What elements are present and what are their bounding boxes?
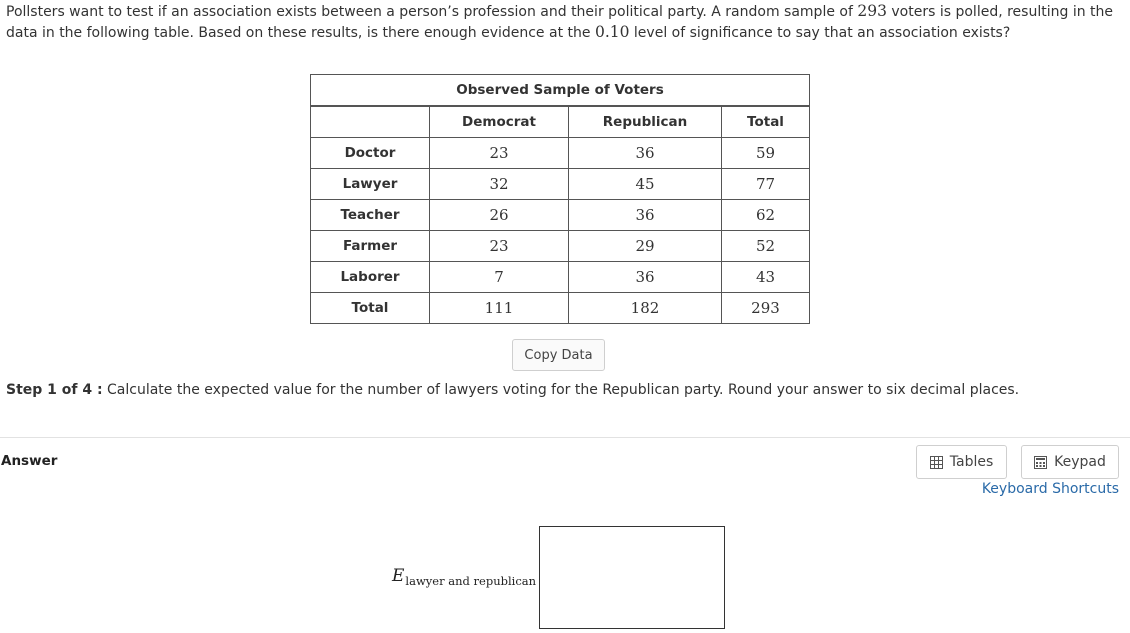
table-row: [311, 262, 810, 293]
table-row: [311, 169, 810, 200]
row-header: Teacher: [311, 200, 430, 231]
answer-input[interactable]: [539, 526, 725, 629]
problem-statement: [6, 1, 1116, 43]
table-icon: [930, 456, 943, 469]
column-header: Democrat: [430, 106, 569, 138]
observed-data-table: [310, 74, 810, 324]
expected-value-symbol: E: [392, 566, 405, 586]
table-cell: 45: [569, 169, 722, 200]
row-header: Doctor: [311, 138, 430, 169]
table-cell: 29: [569, 231, 722, 262]
table-cell: 23: [430, 138, 569, 169]
table-cell: 36: [569, 138, 722, 169]
problem-text: level of significance to say that an association exists?: [629, 25, 1011, 41]
step-text: Calculate the expected value for the number of lawyers voting for the Republican party. Round your answer to six decimal places.: [102, 382, 1020, 398]
table-caption: Observed Sample of Voters: [311, 75, 810, 107]
table-cell: 36: [569, 262, 722, 293]
copy-data-button[interactable]: Copy Data: [512, 339, 605, 371]
table-header-blank: [311, 106, 430, 138]
keypad-icon: [1034, 456, 1047, 469]
table-cell: 7: [430, 262, 569, 293]
problem-text: Pollsters want to test if an association exists between a person’s profession and their political party. A random sample of: [6, 4, 858, 20]
row-header: Total: [311, 293, 430, 324]
table-cell: 32: [430, 169, 569, 200]
table-cell: 52: [722, 231, 810, 262]
table-row: [311, 293, 810, 324]
table-cell: 111: [430, 293, 569, 324]
table-cell: 293: [722, 293, 810, 324]
expected-value-expression: [392, 566, 557, 586]
table-row: [311, 138, 810, 169]
step-label: Step 1 of 4 :: [6, 382, 103, 398]
table-cell: 23: [430, 231, 569, 262]
table-cell: 43: [722, 262, 810, 293]
tables-button[interactable]: [916, 445, 1007, 479]
row-header: Farmer: [311, 231, 430, 262]
table-cell: 36: [569, 200, 722, 231]
tables-button-label: Tables: [949, 454, 994, 470]
table-cell: 62: [722, 200, 810, 231]
keypad-button[interactable]: [1021, 445, 1119, 479]
significance-level: 0.10: [594, 23, 630, 41]
table-row: [311, 200, 810, 231]
sample-size: 293: [857, 2, 887, 20]
section-divider: [0, 437, 1130, 438]
step-instruction: [6, 382, 1019, 398]
keypad-button-label: Keypad: [1054, 454, 1106, 470]
row-header: Lawyer: [311, 169, 430, 200]
keyboard-shortcuts-link[interactable]: Keyboard Shortcuts: [981, 481, 1119, 497]
table-cell: 77: [722, 169, 810, 200]
table-cell: 59: [722, 138, 810, 169]
column-header: Republican: [569, 106, 722, 138]
problem-text: voters is polled, resulting in the data in the following table. Based on these results, is there enough evidence at the: [6, 4, 1114, 41]
table-cell: 26: [430, 200, 569, 231]
row-header: Laborer: [311, 262, 430, 293]
table-row: [311, 231, 810, 262]
answer-label: Answer: [1, 453, 58, 469]
table-cell: 182: [569, 293, 722, 324]
expected-value-subscript: lawyer and republican: [405, 574, 537, 588]
column-header: Total: [722, 106, 810, 138]
